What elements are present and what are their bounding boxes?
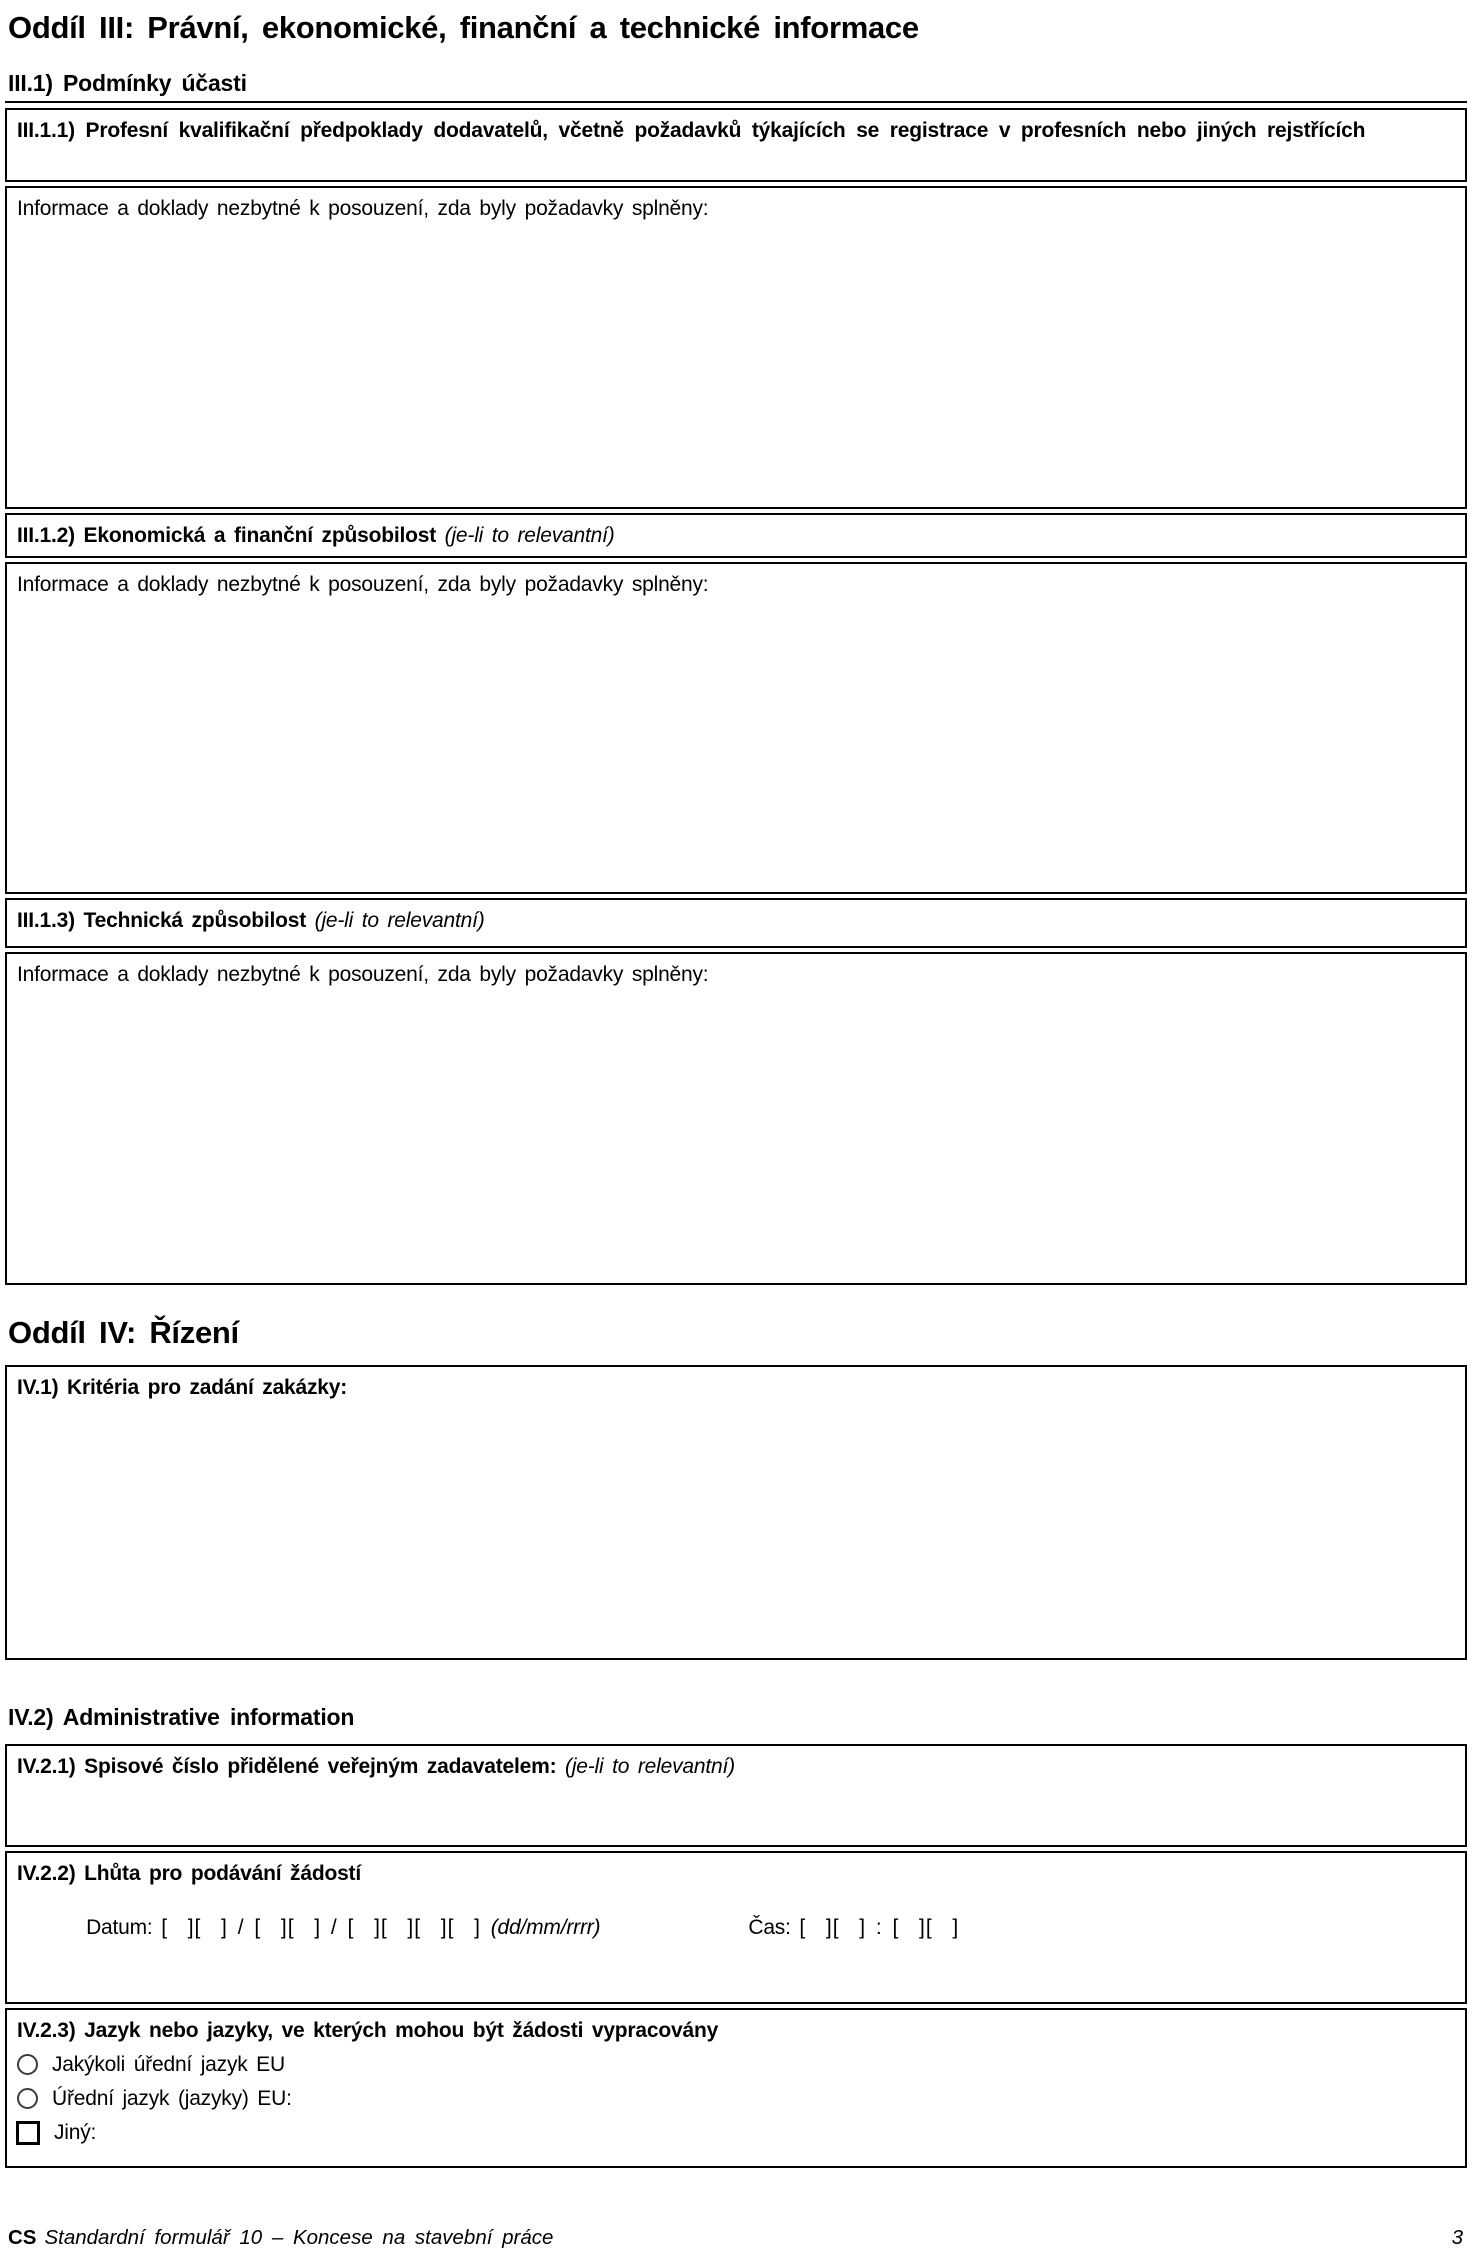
checkbox-icon[interactable] xyxy=(16,2121,40,2145)
section-iv-2-heading: IV.2) Administrative information xyxy=(8,1704,355,1730)
row-iv-1-label: IV.1) Kritéria pro zadání zakázky: xyxy=(17,1376,348,1399)
section-iii-1-heading: III.1) Podmínky účasti xyxy=(5,46,1467,103)
time-group xyxy=(662,1887,959,1968)
section-iv-1-table xyxy=(5,1365,1467,1660)
row-iv-2-1-label: IV.2.1) Spisové číslo přidělené veřejným zadavatelem: xyxy=(17,1755,557,1778)
row-iv-2-2-label: IV.2.2) Lhůta pro podávání žádostí xyxy=(17,1862,361,1885)
iii-1-2-info-input-area[interactable] xyxy=(17,598,1455,885)
page-footer xyxy=(5,2168,1467,2251)
section-iii-heading: Oddíl III: Právní, ekonomické, finanční a technické informace xyxy=(8,10,919,45)
info-label: Informace a doklady nezbytné k posouzení, zda byly požadavky splněny: xyxy=(17,963,709,986)
option-label: Jakýkoli úřední jazyk EU xyxy=(52,2053,285,2076)
section-iv-heading: Oddíl IV: Řízení xyxy=(8,1315,239,1350)
row-iii-1-2-note: (je-li to relevantní) xyxy=(444,524,615,547)
info-label: Informace a doklady nezbytné k posouzení, zda byly požadavky splněny: xyxy=(17,573,709,596)
date-input-boxes[interactable]: [ ][ ] / [ ][ ] / [ ][ ][ ][ ] xyxy=(161,1916,491,1939)
row-iv-2-1-note: (je-li to relevantní) xyxy=(565,1755,735,1778)
option-other-language xyxy=(17,2119,1455,2146)
section-iii-1-table xyxy=(5,108,1467,1285)
row-iv-2-1 xyxy=(5,1744,1467,1847)
option-label: Jiný: xyxy=(54,2121,97,2144)
row-iv-2-3-label: IV.2.3) Jazyk nebo jazyky, ve kterých mohou být žádosti vypracovány xyxy=(17,2019,719,2042)
option-any-eu-language xyxy=(17,2051,1455,2078)
row-iii-1-2-title xyxy=(5,513,1467,558)
time-label: Čas: xyxy=(748,1916,800,1939)
row-iii-1-2-label: III.1.2) Ekonomická a finanční způsobilost xyxy=(17,524,437,547)
time-input-boxes[interactable]: [ ][ ] : [ ][ ] xyxy=(799,1916,960,1939)
option-label: Úřední jazyk (jazyky) EU: xyxy=(52,2087,292,2110)
info-label: Informace a doklady nezbytné k posouzení, zda byly požadavky splněny: xyxy=(17,197,709,220)
date-label: Datum: xyxy=(86,1916,162,1939)
row-iv-2-1-title-text xyxy=(17,1753,1455,1780)
row-iv-2-2 xyxy=(5,1851,1467,2004)
iv-1-input-area[interactable] xyxy=(17,1401,1455,1651)
row-iii-1-3-title xyxy=(5,898,1467,948)
page-number: 3 xyxy=(1451,2226,1463,2249)
row-iii-1-3-title-text xyxy=(17,907,1455,934)
section-iv-2-table xyxy=(5,1744,1467,2168)
iii-1-3-info-input-area[interactable] xyxy=(17,988,1455,1276)
row-iii-1-2-title-text xyxy=(17,522,1455,549)
footer-form-title xyxy=(8,2225,553,2251)
footer-language-code: CS xyxy=(8,2226,37,2249)
iv-2-1-input-area[interactable] xyxy=(17,1780,1455,1838)
row-iii-1-2-info xyxy=(5,562,1467,894)
iii-1-1-info-input-area[interactable] xyxy=(17,222,1455,500)
row-iii-1-3-note: (je-li to relevantní) xyxy=(314,909,485,932)
row-iv-2-3 xyxy=(5,2008,1467,2168)
radio-button-icon[interactable] xyxy=(17,2054,38,2075)
row-iii-1-3-info xyxy=(5,952,1467,1285)
footer-form-name: Standardní formulář 10 – Koncese na stavební práce xyxy=(44,2226,554,2249)
row-iv-1 xyxy=(5,1365,1467,1660)
row-iii-1-3-label: III.1.3) Technická způsobilost xyxy=(17,909,307,932)
option-official-eu-language xyxy=(17,2085,1455,2112)
radio-button-icon[interactable] xyxy=(17,2088,38,2109)
row-iii-1-1-title xyxy=(5,108,1467,182)
row-iii-1-1-title-text: III.1.1) Profesní kvalifikační předpoklady dodavatelů, včetně požadavků týkajících se registrace v profesních nebo jiných rejstřících xyxy=(17,119,1366,142)
row-iii-1-1-info xyxy=(5,186,1467,509)
date-time-line xyxy=(17,1887,1455,1995)
date-format-hint: (dd/mm/rrrr) xyxy=(490,1916,601,1939)
